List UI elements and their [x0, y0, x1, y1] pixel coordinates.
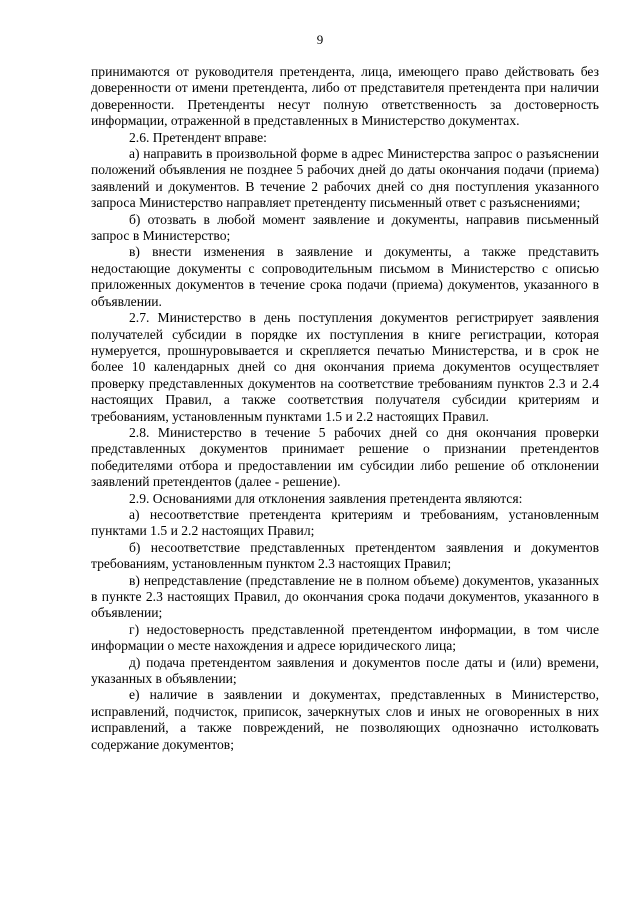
paragraph-2-6-b: б) отозвать в любой момент заявление и документы, направив письменный запрос в Министерство; — [91, 211, 599, 244]
paragraph-continuation: принимаются от руководителя претендента, лица, имеющего право действовать без доверенности от имени претендента, либо от представителя претендента при наличии доверенности. Претенденты несут полную ответственность за достоверность информации, отраженной в представленных в Министерство документах. — [91, 64, 599, 129]
paragraph-2-9-b: б) несоответствие представленных претендентом заявления и документов требованиям, установленным пунктом 2.3 настоящих Правил; — [91, 539, 599, 572]
paragraph-2-9-v: в) непредставление (представление не в полном объеме) документов, указанных в пункте 2.3 настоящих Правил, до окончания срока подачи документов, указанного в объявлении; — [91, 572, 599, 621]
paragraph-2-9-g: г) недостоверность представленной претендентом информации, в том числе информации о месте нахождения и адресе юридического лица; — [91, 621, 599, 654]
paragraph-2-9: 2.9. Основаниями для отклонения заявления претендента являются: — [129, 490, 523, 506]
paragraph-2-9-a: а) несоответствие претендента критериям и требованиям, установленным пунктами 1.5 и 2.2 настоящих Правил; — [91, 506, 599, 539]
paragraph-2-8: 2.8. Министерство в течение 5 рабочих дней со дня окончания проверки представленных документов принимает решение о признании претендентов победителями отбора и предоставлении им субсидии либо решение об отклонении заявлений претендентов (далее - решение). — [91, 424, 599, 490]
paragraph-2-9-d: д) подача претендентом заявления и документов после даты и (или) времени, указанных в объявлении; — [91, 654, 599, 687]
paragraph-2-6-a: а) направить в произвольной форме в адрес Министерства запрос о разъяснении положений объявления не позднее 5 рабочих дней до даты окончания подачи (приема) заявлений и документов. В течение 2 рабочих дней со дня поступления указанного запроса Министерство направляет претенденту письменный ответ с разъяснениями; — [91, 146, 599, 211]
document-body — [91, 64, 599, 753]
paragraph-2-6: 2.6. Претендент вправе: — [129, 129, 267, 145]
paragraph-2-9-e: е) наличие в заявлении и документах, представленных в Министерство, исправлений, подчисток, приписок, зачеркнутых слов и иных не оговоренных в них исправлений, а также повреждений, не позволяющих однозначно истолковать содержание документов; — [91, 687, 599, 752]
page-number: 9 — [316, 32, 324, 47]
paragraph-2-6-v: в) внести изменения в заявление и документы, а также представить недостающие документы с сопроводительным письмом в Министерство с описью приложенных документов в течение срока подачи (приема) документов, указанного в объявлении. — [91, 244, 599, 309]
paragraph-2-7: 2.7. Министерство в день поступления документов регистрирует заявления получателей субсидии в порядке их поступления в книге регистрации, которая нумеруется, прошнуровывается и скрепляется печатью Министерства, и в срок не более 10 календарных дней со дня окончания приема документов осуществляет проверку представленных документов на соответствие требованиям пунктов 2.3 и 2.4 настоящих Правил, а также соответствия получателя субсидии критериям и требованиям, установленным пунктами 1.5 и 2.2 настоящих Правил. — [91, 310, 599, 424]
